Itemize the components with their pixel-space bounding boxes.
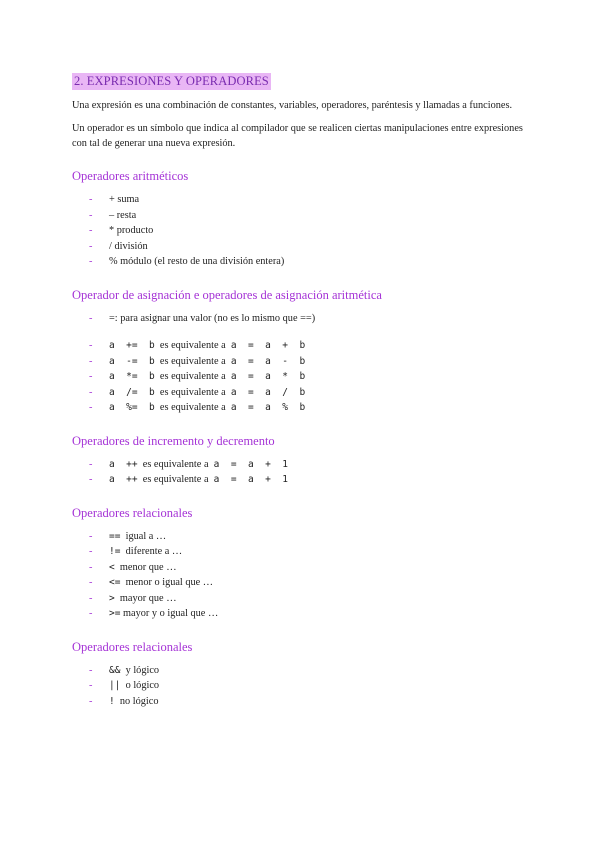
list-item: - == igual a … <box>72 529 528 545</box>
heading-incremento: Operadores de incremento y decremento <box>72 433 275 448</box>
list-item: - – resta <box>72 208 528 224</box>
list-item: - a += b es equivalente a a = a + b <box>72 338 528 354</box>
bullet-dash: - <box>89 402 93 413</box>
bullet-dash: - <box>89 608 93 619</box>
bullet-dash: - <box>89 312 93 324</box>
heading-logicos: Operadores relacionales <box>72 639 193 654</box>
list-item: - a %= b es equivalente a a = a % b <box>72 400 528 416</box>
list-item: - a ++ es equivalente a a = a + 1 <box>72 457 528 473</box>
heading-relacionales: Operadores relacionales <box>72 505 193 520</box>
heading-aritmeticos: Operadores aritméticos <box>72 169 189 183</box>
bullet-dash: - <box>89 664 93 676</box>
list-item: - && y lógico <box>72 663 528 679</box>
list-item: - >= mayor y o igual que … <box>72 606 528 622</box>
list-aritmeticos <box>72 192 528 270</box>
bullet-dash: - <box>89 240 93 252</box>
list-item: - <= menor o igual que … <box>72 575 528 591</box>
list-item: - < menor que … <box>72 560 528 576</box>
list-asignacion <box>72 338 528 416</box>
list-item: - a -= b es equivalente a a = a - b <box>72 354 528 370</box>
list-incremento <box>72 457 528 488</box>
list-asignacion-first <box>72 311 528 327</box>
bullet-dash: - <box>89 561 93 573</box>
bullet-dash: - <box>89 355 93 367</box>
list-item: - * producto <box>72 223 528 239</box>
list-item: - || o lógico <box>72 678 528 694</box>
bullet-dash: - <box>89 530 93 542</box>
list-item: - > mayor que … <box>72 591 528 607</box>
bullet-dash: - <box>89 695 93 707</box>
list-logicos <box>72 663 528 710</box>
list-item: - =: para asignar una valor (no es lo mismo que ==) <box>72 311 528 327</box>
list-item: - a *= b es equivalente a a = a * b <box>72 369 528 385</box>
list-item: - + suma <box>72 192 528 208</box>
list-relacionales <box>72 529 528 622</box>
bullet-dash: - <box>89 458 93 470</box>
bullet-dash: - <box>89 256 93 267</box>
bullet-dash: - <box>89 474 93 485</box>
bullet-dash: - <box>89 386 93 398</box>
list-item: - / división <box>72 239 528 255</box>
bullet-dash: - <box>89 371 93 382</box>
bullet-dash: - <box>89 209 93 221</box>
list-item: - a ++ es equivalente a a = a + 1 <box>72 472 528 488</box>
bullet-dash: - <box>89 225 93 236</box>
bullet-dash: - <box>89 577 93 588</box>
list-item: - % módulo (el resto de una división entera) <box>72 254 528 270</box>
intro-paragraph-1: Una expresión es una combinación de constantes, variables, operadores, paréntesis y llamadas a funciones. <box>72 100 513 111</box>
bullet-dash: - <box>89 340 93 351</box>
bullet-dash: - <box>89 680 93 691</box>
list-item: - a /= b es equivalente a a = a / b <box>72 385 528 401</box>
bullet-dash: - <box>89 546 93 557</box>
heading-asignacion: Operador de asignación e operadores de asignación aritmética <box>72 287 382 302</box>
list-item: - != diferente a … <box>72 544 528 560</box>
bullet-dash: - <box>89 592 93 604</box>
intro-paragraph-2: Un operador es un símbolo que indica al compilador que se realicen ciertas manipulaciones entre expresiones con tal de generar una nueva expresión. <box>72 123 523 149</box>
bullet-dash: - <box>89 194 93 205</box>
list-item: - ! no lógico <box>72 694 528 710</box>
page-title: 2. EXPRESIONES Y OPERADORES <box>74 74 269 88</box>
